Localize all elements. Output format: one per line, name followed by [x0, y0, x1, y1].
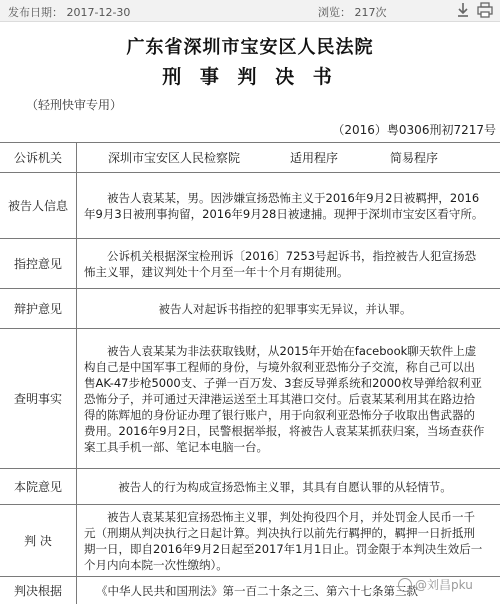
row-label: 指控意见 — [13, 257, 62, 271]
view-count: 浏览： 217次 — [318, 6, 387, 19]
weibo-watermark — [398, 576, 473, 593]
table-row-prosecution — [0, 142, 500, 172]
row-label: 被告人信息 — [7, 199, 68, 213]
top-info-bar — [0, 0, 500, 22]
download-icon[interactable] — [455, 1, 471, 19]
table-row-opinion — [0, 468, 500, 504]
court-name: 广东省深圳市宝安区人民法院 — [126, 37, 374, 58]
prosecution-value: 深圳市宝安区人民检察院 — [108, 151, 241, 165]
watermark-text: @刘昌pku — [415, 578, 473, 592]
row-label: 判决根据 — [13, 584, 62, 598]
procedure-label: 适用程序 — [290, 151, 339, 165]
table-row-verdict — [0, 504, 500, 576]
row-label: 公诉机关 — [13, 151, 62, 165]
table-row-charge — [0, 238, 500, 288]
document-title: 刑 事 判 决 书 — [162, 66, 338, 88]
row-label: 本院意见 — [13, 480, 62, 494]
document-subtitle: （轻刑快审专用） — [26, 98, 123, 112]
verdict-text: 被告人袁某某犯宣扬恐怖主义罪，判处拘役四个月，并处罚金人民币一千元（刑期从判决执行之日起计算。判决执行以前先行羁押的，羁押一日折抵刑期一日，即自2016年9月2日起至2017年1月1日止。罚金限于本判决生效后一个月内向本院一次性缴纳）。 — [84, 509, 483, 572]
opinion-text: 被告人的行为构成宣扬恐怖主义罪，其具有自愿认罪的从轻情节。 — [118, 479, 452, 494]
table-row-defense — [0, 288, 500, 328]
judgment-table — [0, 142, 500, 604]
print-icon[interactable] — [476, 1, 494, 19]
facts-text: 被告人袁某某为非法获取钱财，从2015年开始在facebook聊天软件上虚构自己是中国军事工程师的身份，与境外叙利亚恐怖分子交流，称自己可以出售AK-47步枪5000支、子弹一百万发、3套反导弹系统和2000枚导弹给叙利亚恐怖分子，并可通过天津港运送至土耳其港口交付。后袁某某利用其在路边拾得的陈辉旭的身份证办理了银行账户，用于向叙利亚恐怖分子收取出售武器的费用。2016年9月2日，民警根据举报，将被告人袁某某抓获归案，当场查获作案工具手机一部、笔记本电脑一台。 — [84, 343, 485, 454]
case-number: （2016）粤0306刑初7217号 — [332, 123, 496, 137]
procedure-value: 简易程序 — [390, 151, 439, 165]
row-label: 判 决 — [24, 534, 52, 548]
row-label: 辩护意见 — [13, 302, 62, 316]
charge-text: 公诉机关根据深宝检刑诉〔2016〕7253号起诉书，指控被告人犯宣扬恐怖主义罪，建议判处十个月至一年十个月有期徒刑。 — [84, 248, 477, 279]
defendant-info-text: 被告人袁某某，男。因涉嫌宣扬恐怖主义于2016年9月2日被羁押，2016年9月3日被刑事拘留，2016年9月28日被逮捕。现押于深圳市宝安区看守所。 — [84, 190, 484, 221]
table-row-defendant — [0, 172, 500, 238]
basis-text: 《中华人民共和国刑法》第一百二十条之三、第六十七条第三款 — [96, 583, 418, 598]
weibo-logo-icon — [398, 578, 412, 592]
row-label: 查明事实 — [13, 392, 62, 406]
publish-date: 发布日期： 2017-12-30 — [8, 6, 131, 19]
table-row-facts — [0, 328, 500, 468]
defense-text: 被告人对起诉书指控的犯罪事实无异议，并认罪。 — [158, 301, 412, 316]
